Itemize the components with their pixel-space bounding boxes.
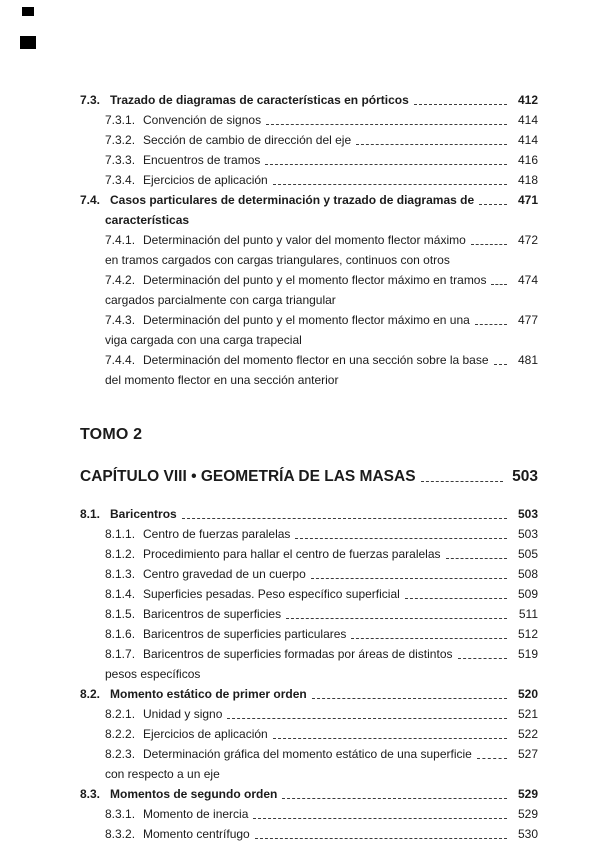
toc-entry-page: 530 — [517, 827, 538, 841]
toc-leader — [273, 738, 507, 739]
toc-entry-title: Procedimiento para hallar el centro de fuerzas paralelas — [143, 547, 441, 561]
toc-entry-number: 8.1.2. — [105, 547, 136, 561]
toc-entry-number: 7.4.3. — [105, 313, 136, 327]
chapter-heading-row — [80, 466, 538, 488]
toc-leader — [286, 618, 507, 619]
toc-entry-page: 416 — [517, 153, 538, 167]
toc-leader — [266, 124, 507, 125]
toc-leader — [477, 758, 507, 759]
toc-entry-title: Determinación gráfica del momento estático de una superficie — [143, 747, 472, 761]
tomo-heading: TOMO 2 — [80, 426, 143, 443]
toc-leader — [265, 164, 507, 165]
toc-entry — [80, 824, 538, 844]
toc-entry-continuation: en tramos cargados con cargas triangulares, continuos con otros — [105, 253, 450, 267]
toc-entry — [80, 504, 538, 524]
toc-entry-title: Momento estático de primer orden — [110, 687, 307, 701]
toc-entry-page: 503 — [517, 527, 538, 541]
toc-entry-number: 7.4.2. — [105, 273, 136, 287]
toc-entry-number: 7.3.4. — [105, 173, 136, 187]
toc-leader — [356, 144, 507, 145]
toc-entry-page: 512 — [517, 627, 538, 641]
toc-entry-continuation: viga cargada con una carga trapecial — [105, 333, 302, 347]
toc-entry — [80, 310, 538, 330]
toc-entry-title: Baricentros de superficies formadas por áreas de distintos — [143, 647, 453, 661]
toc-entry-number: 8.1.6. — [105, 627, 136, 641]
toc-entry — [80, 270, 538, 290]
toc-entry-title: Determinación del punto y valor del momento flector máximo — [143, 233, 466, 247]
toc-entry-title: Centro de fuerzas paralelas — [143, 527, 291, 541]
toc-entry-page: 529 — [517, 787, 538, 801]
toc-entry — [80, 684, 538, 704]
toc-entry-number: 8.2.3. — [105, 747, 136, 761]
toc-leader — [405, 598, 507, 599]
toc-entry-number: 8.1.1. — [105, 527, 136, 541]
toc-entry-title: Determinación del momento flector en una sección sobre la base — [143, 353, 489, 367]
toc-entry — [80, 804, 538, 824]
toc-leader — [273, 184, 507, 185]
toc-entry-number: 7.3. — [80, 93, 101, 107]
toc-entry-title: Ejercicios de aplicación — [143, 727, 268, 741]
toc-leader — [227, 718, 507, 719]
toc-entry-page: 472 — [517, 233, 538, 247]
toc-entry-number: 8.3.1. — [105, 807, 136, 821]
toc-entry-page: 481 — [517, 353, 538, 367]
toc-leader — [458, 658, 508, 659]
toc-entry-title: Momentos de segundo orden — [110, 787, 278, 801]
toc-entry-page: 519 — [517, 647, 538, 661]
toc-entry-title: Convención de signos — [143, 113, 262, 127]
toc-entry-title: Momento centrífugo — [143, 827, 250, 841]
toc-entry — [80, 584, 538, 604]
toc-entry-title: Determinación del punto y el momento flector máximo en una — [143, 313, 470, 327]
toc-entry-page: 508 — [517, 567, 538, 581]
toc-leader — [255, 838, 507, 839]
toc-entry — [80, 784, 538, 804]
toc-leader — [421, 481, 503, 482]
toc-entry-page: 521 — [517, 707, 538, 721]
toc-list-top — [80, 90, 538, 390]
toc-entry-page: 505 — [517, 547, 538, 561]
toc-entry-number: 7.3.2. — [105, 133, 136, 147]
toc-entry-page: 511 — [518, 607, 538, 621]
toc-entry-page: 412 — [517, 93, 538, 107]
toc-entry-page: 414 — [517, 113, 538, 127]
toc-entry-title: Encuentros de tramos — [143, 153, 261, 167]
toc-entry-title: Momento de inercia — [143, 807, 249, 821]
toc-entry-number: 8.1.3. — [105, 567, 136, 581]
toc-entry-page: 474 — [517, 273, 538, 287]
toc-entry — [80, 150, 538, 170]
toc-entry — [80, 170, 538, 190]
toc-entry-number: 8.1.4. — [105, 587, 136, 601]
toc-entry-title: Baricentros de superficies particulares — [143, 627, 347, 641]
toc-entry — [80, 230, 538, 250]
toc-leader — [491, 284, 507, 285]
toc-entry — [80, 564, 538, 584]
toc-entry — [80, 544, 538, 564]
toc-entry-title: Ejercicios de aplicación — [143, 173, 268, 187]
toc-entry — [80, 644, 538, 664]
toc-entry-number: 8.3. — [80, 787, 101, 801]
toc-entry-title: Unidad y signo — [143, 707, 223, 721]
chapter-heading: CAPÍTULO VIII • GEOMETRÍA DE LAS MASAS — [80, 468, 416, 485]
toc-entry — [80, 744, 538, 764]
toc-entry-title: Centro gravedad de un cuerpo — [143, 567, 306, 581]
toc-entry-page: 527 — [517, 747, 538, 761]
toc-entry-title: Baricentros de superficies — [143, 607, 282, 621]
toc-entry-continuation: con respecto a un eje — [105, 767, 220, 781]
toc-leader — [182, 518, 507, 519]
toc-entry-title: Baricentros — [110, 507, 177, 521]
toc-leader — [475, 324, 507, 325]
toc-entry-continuation: pesos específicos — [105, 667, 201, 681]
toc-entry-page: 471 — [517, 193, 538, 207]
toc-entry-title: Casos particulares de determinación y trazado de diagramas de — [110, 193, 475, 207]
toc-entry-number: 8.3.2. — [105, 827, 136, 841]
toc-entry-number: 8.1.7. — [105, 647, 136, 661]
toc-leader — [351, 638, 507, 639]
toc-entry-page: 529 — [517, 807, 538, 821]
toc-leader — [446, 558, 508, 559]
toc-entry — [80, 704, 538, 724]
toc-leader — [312, 698, 507, 699]
toc-entry-continuation: del momento flector en una sección anterior — [105, 373, 339, 387]
toc-leader — [282, 798, 507, 799]
toc-entry-number: 7.3.1. — [105, 113, 136, 127]
toc-entry-number: 8.1. — [80, 507, 101, 521]
toc-list-bottom — [80, 504, 538, 844]
chapter-page-number: 503 — [512, 468, 538, 485]
toc-entry-number: 8.2. — [80, 687, 101, 701]
toc-entry-number: 7.4.4. — [105, 353, 136, 367]
toc-entry-page: 503 — [517, 507, 538, 521]
toc-entry — [80, 90, 538, 110]
toc-entry-continuation: características — [105, 213, 190, 227]
toc-entry-title: Determinación del punto y el momento flector máximo en tramos — [143, 273, 487, 287]
toc-entry-page: 414 — [517, 133, 538, 147]
toc-entry — [80, 190, 538, 210]
toc-entry-title: Sección de cambio de dirección del eje — [143, 133, 352, 147]
toc-leader — [479, 204, 507, 205]
toc-entry-title: Trazado de diagramas de características en pórticos — [110, 93, 409, 107]
toc-entry-page: 509 — [517, 587, 538, 601]
toc-entry-number: 7.3.3. — [105, 153, 136, 167]
toc-entry-number: 7.4.1. — [105, 233, 136, 247]
toc-leader — [295, 538, 507, 539]
toc-leader — [414, 104, 507, 105]
toc-leader — [253, 818, 507, 819]
toc-entry-number: 7.4. — [80, 193, 101, 207]
toc-entry-number: 8.2.1. — [105, 707, 136, 721]
toc-entry-page: 418 — [517, 173, 538, 187]
toc-entry-number: 8.1.5. — [105, 607, 136, 621]
toc-entry-page: 522 — [517, 727, 538, 741]
toc-leader — [471, 244, 507, 245]
toc-entry — [80, 130, 538, 150]
toc-entry-continuation: cargados parcialmente con carga triangular — [105, 293, 336, 307]
toc-leader — [494, 364, 507, 365]
toc-entry-title: Superficies pesadas. Peso específico superficial — [143, 587, 400, 601]
toc-leader — [311, 578, 507, 579]
toc-entry — [80, 524, 538, 544]
toc-entry — [80, 110, 538, 130]
toc-entry — [80, 624, 538, 644]
toc-entry — [80, 724, 538, 744]
toc-entry-number: 8.2.2. — [105, 727, 136, 741]
toc-entry-page: 520 — [517, 687, 538, 701]
toc-entry — [80, 350, 538, 370]
toc-entry — [80, 604, 538, 624]
toc-entry-page: 477 — [517, 313, 538, 327]
